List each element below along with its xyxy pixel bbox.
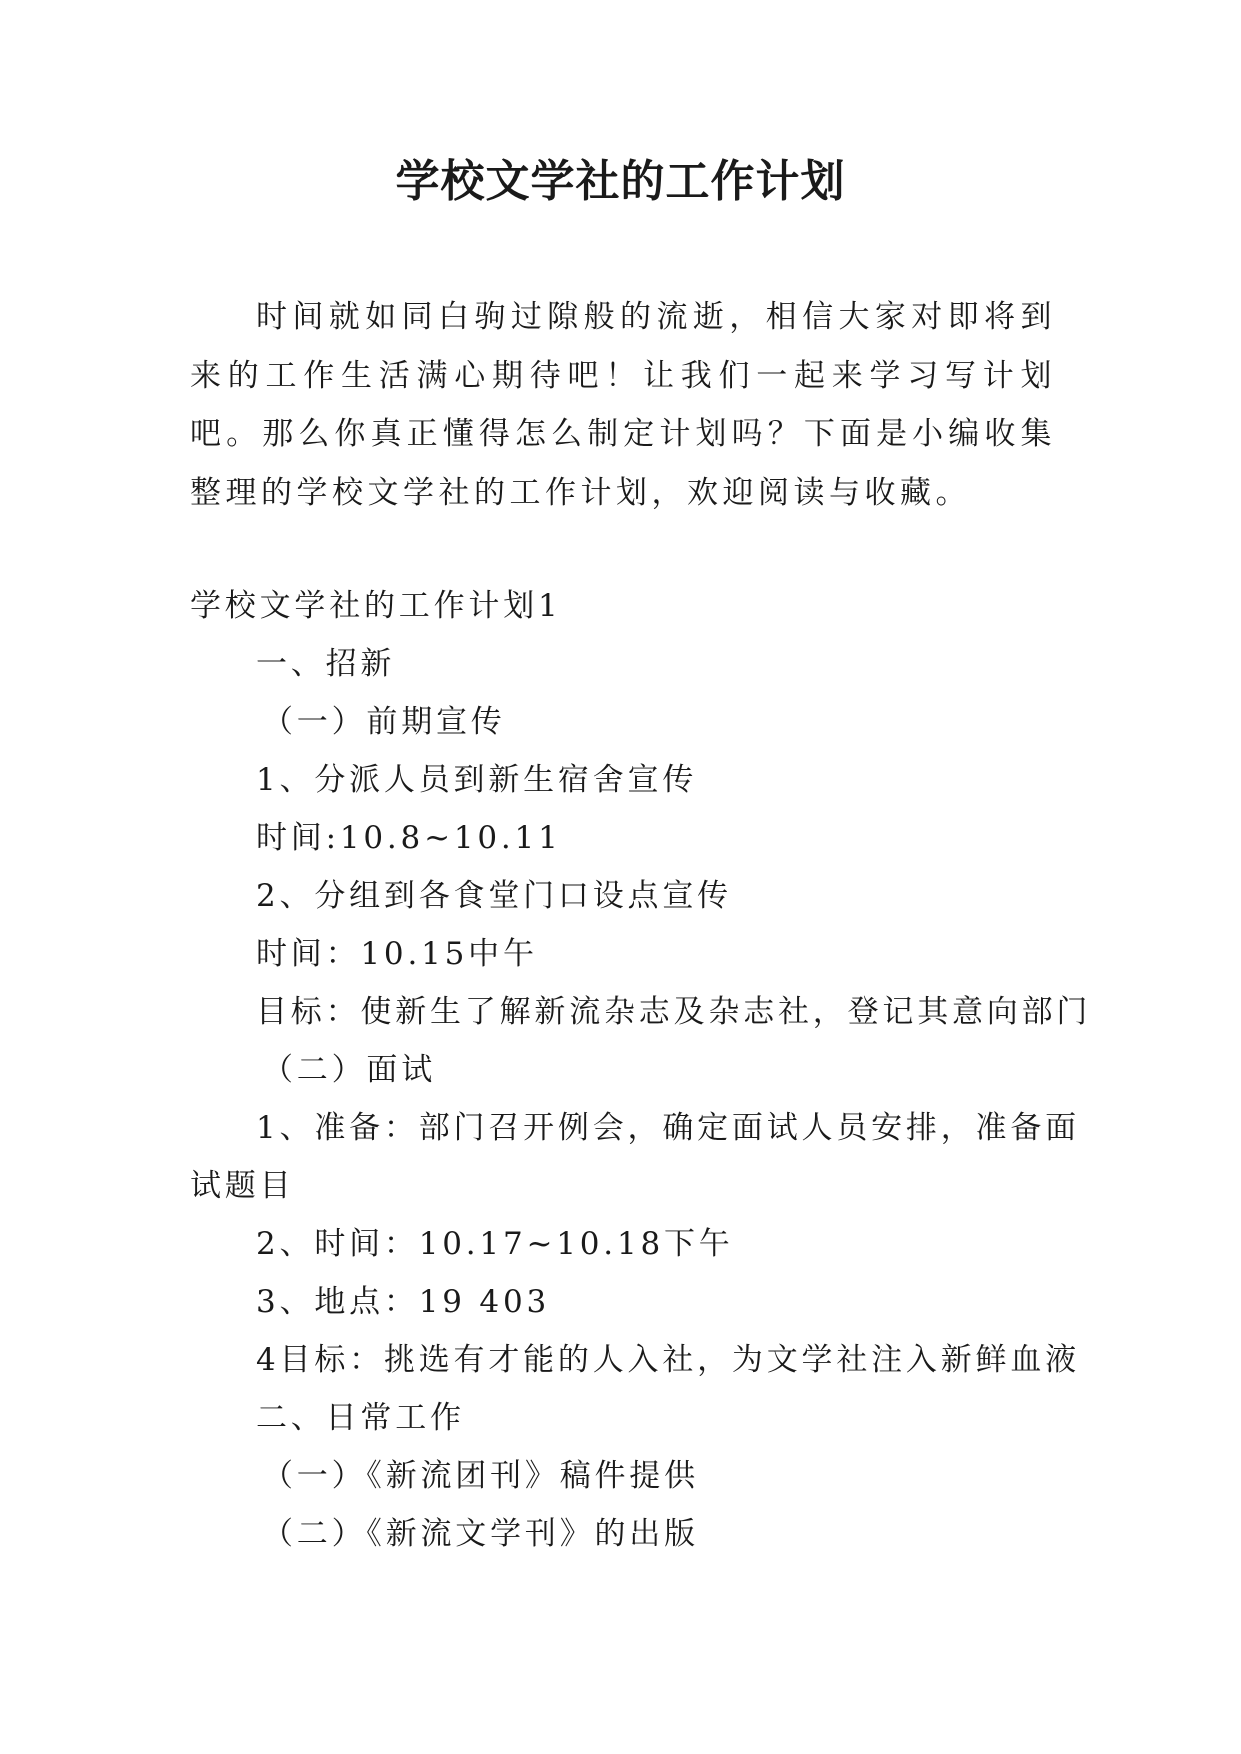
list-item-continuation: 试题目 <box>190 1168 295 1204</box>
intro-paragraph: 时间就如同白驹过隙般的流逝，相信大家对即将到来的工作生活满心期待吧！让我们一起来学习写计划吧。那么你真正懂得怎么制定计划吗？下面是小编收集整理的学校文学社的工作计划，欢迎阅读与收藏。 <box>190 299 1056 511</box>
section-heading: 学校文学社的工作计划1 <box>190 588 562 624</box>
list-item: 2、时间：10.17~10.18下午 <box>256 1226 734 1262</box>
subheading-item: （二）《新流文学刊》的出版 <box>262 1516 699 1552</box>
heading-daily-work: 二、日常工作 <box>256 1400 465 1436</box>
subheading-item: （一）《新流团刊》稿件提供 <box>262 1458 699 1494</box>
subheading-interview: （二）面试 <box>262 1052 436 1088</box>
list-item: 1、准备：部门召开例会，确定面试人员安排，准备面 <box>256 1110 1080 1146</box>
document-title: 学校文学社的工作计划 <box>395 156 846 207</box>
list-item: 4目标：挑选有才能的人入社，为文学社注入新鲜血液 <box>256 1342 1080 1378</box>
list-item: 时间：10.15中午 <box>256 936 538 972</box>
list-item: 目标：使新生了解新流杂志及杂志社，登记其意向部门 <box>256 994 1092 1030</box>
list-item: 2、分组到各食堂门口设点宣传 <box>256 878 732 914</box>
list-item: 1、分派人员到新生宿舍宣传 <box>256 762 698 798</box>
list-item: 时间:10.8~10.11 <box>256 820 562 856</box>
heading-recruitment: 一、招新 <box>256 646 396 682</box>
subheading-promotion: （一）前期宣传 <box>262 704 506 740</box>
list-item: 3、地点：19 403 <box>256 1284 550 1320</box>
